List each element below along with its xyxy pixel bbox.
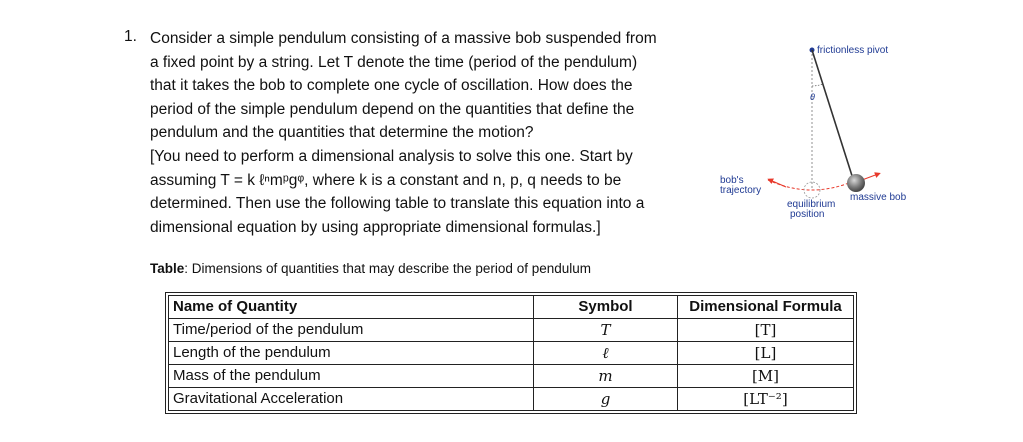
pendulum-string	[812, 50, 854, 182]
table-row	[169, 365, 854, 388]
header-name: Name of Quantity	[169, 296, 534, 319]
bob-label: massive bob	[850, 192, 907, 203]
header-formula: Dimensional Formula	[678, 296, 854, 319]
table-row	[169, 342, 854, 365]
equilibrium-label: position	[790, 209, 825, 220]
cell-symbol: ℓ	[534, 342, 678, 365]
question-number: 1.	[124, 28, 137, 45]
question-line: pendulum and the quantities that determine the motion?	[150, 124, 534, 142]
cell-name: Gravitational Acceleration	[169, 388, 534, 411]
table-caption	[150, 261, 591, 276]
question-line: determined. Then use the following table to translate this equation into a	[150, 195, 645, 213]
cell-symbol: m	[534, 365, 678, 388]
cell-formula: [M]	[678, 365, 854, 388]
caption-text: : Dimensions of quantities that may describe the period of pendulum	[184, 261, 591, 276]
trajectory-label: trajectory	[720, 185, 762, 196]
trajectory-label: bob's	[720, 175, 744, 186]
pendulum-diagram	[716, 30, 916, 230]
question-line: a fixed point by a string. Let T denote the time (period of the pendulum)	[150, 53, 638, 71]
cell-formula: [LT⁻²]	[678, 388, 854, 411]
header-symbol: Symbol	[534, 296, 678, 319]
pivot-label: frictionless pivot	[817, 45, 889, 56]
table-header-row	[169, 296, 854, 319]
question-line: dimensional equation by using appropriate dimensional formulas.]	[150, 218, 601, 236]
cell-formula: [T]	[678, 319, 854, 342]
question-line: [You need to perform a dimensional analysis to solve this one. Start by	[150, 147, 633, 165]
angle-arc	[812, 84, 823, 86]
question-text	[150, 27, 698, 239]
question-line: period of the simple pendulum depend on the quantities that define the	[150, 100, 635, 118]
question-line: assuming T = k ℓⁿmᵖgᵠ, where k is a constant and n, p, q needs to be	[150, 171, 622, 189]
dimensions-table	[168, 295, 854, 411]
caption-label: Table	[150, 261, 185, 276]
cell-formula: [L]	[678, 342, 854, 365]
massive-bob	[847, 174, 865, 192]
table-row	[169, 388, 854, 411]
table-row	[169, 319, 854, 342]
cell-name: Length of the pendulum	[169, 342, 534, 365]
cell-symbol: T	[534, 319, 678, 342]
cell-name: Mass of the pendulum	[169, 365, 534, 388]
question-line: that it takes the bob to complete one cycle of oscillation. How does the	[150, 77, 633, 95]
cell-name: Time/period of the pendulum	[169, 319, 534, 342]
equilibrium-label: equilibrium	[787, 199, 836, 210]
question-line: Consider a simple pendulum consisting of a massive bob suspended from	[150, 30, 657, 47]
left-arrow	[770, 180, 786, 187]
angle-theta: θ	[810, 92, 815, 102]
right-arrow	[862, 174, 878, 180]
cell-symbol: g	[534, 388, 678, 411]
